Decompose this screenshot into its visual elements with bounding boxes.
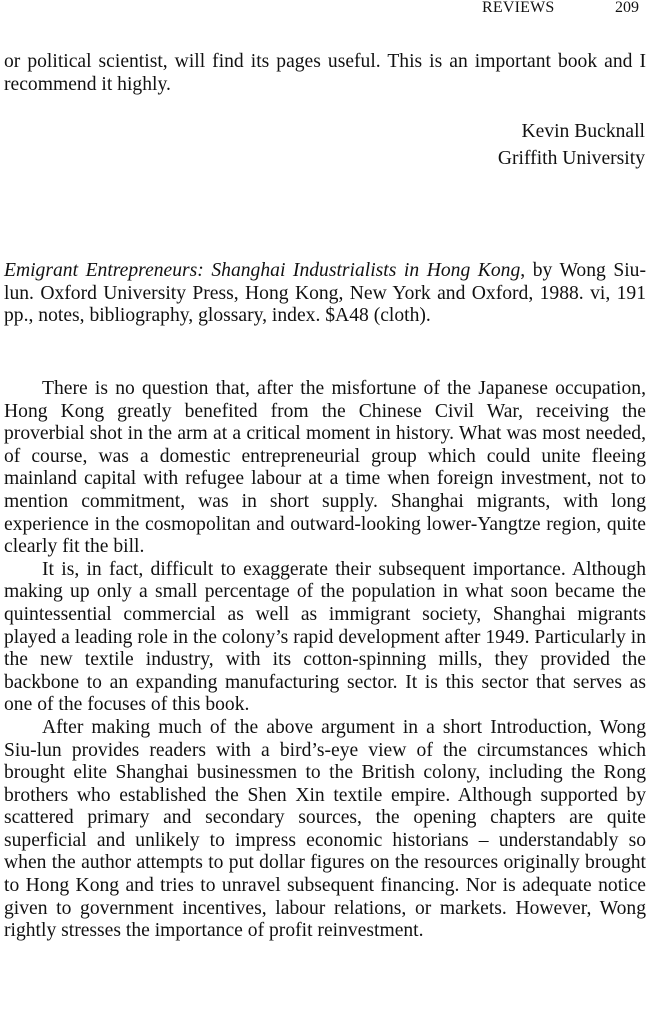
review-paragraph: There is no question that, after the misfortune of the Japanese occupation, Hong Kong greatly benefited from the Chinese Civil War, receiving the proverbial shot in the arm at a critical moment in history. What was most needed, of course, was a domestic entrepreneurial group which could unite fleeing mainland capital with refugee labour at a time when foreign investment, not to mention commitment, was in short supply. Shanghai migrants, with long experience in the cosmopolitan and outward-looking lower-Yangtze region, quite clearly fit the bill. — [4, 378, 646, 558]
review-paragraph: After making much of the above argument in a short Introduction, Wong Siu-lun provides readers with a bird’s-eye view of the circumstances which brought elite Shanghai businessmen to the British colony, including the Rong brothers who established the Shen Xin textile empire. Although supported by scattered primary and secondary sources, the opening chapters are quite superficial and unlikely to impress economic historians – understandably so when the author attempts to put dollar figures on the resources originally brought to Hong Kong and tries to unravel subsequent financing. Nor is adequate notice given to government incentives, labour relations, or markets. However, Wong rightly stresses the importance of profit reinvestment. — [4, 716, 646, 942]
page-number: 209 — [615, 0, 639, 16]
review-paragraph: It is, in fact, difficult to exaggerate their subsequent importance. Although making up only a small percentage of the population in what soon became the quintessential commercial as well as immigrant society, Shanghai migrants played a leading role in the colony’s rapid development after 1949. Particularly in the new textile industry, with its cotton-spinning mills, they provided the backbone to an expanding manufacturing sector. It is this sector that serves as one of the focuses of this book. — [4, 558, 646, 716]
reviewer-name: Kevin Bucknall — [521, 121, 645, 142]
running-head — [0, 0, 650, 18]
reviewer-signature — [498, 118, 645, 172]
previous-review-closing-text: or political scientist, will find its pages useful. This is an important book and I recommend it highly. — [4, 51, 646, 95]
citation-details: , by Wong Siu-lun. Oxford University Press, Hong Kong, New York and Oxford, 1988. vi, 191 pp., notes, bibliography, glossary, index. $A48 (cloth). — [4, 260, 646, 327]
review-body — [4, 378, 646, 943]
reviewer-affiliation: Griffith University — [497, 148, 645, 169]
book-citation — [4, 260, 646, 328]
book-title: Emigrant Entrepreneurs: Shanghai Industrialists in Hong Kong — [4, 260, 521, 281]
running-head-section: REVIEWS — [482, 0, 555, 16]
